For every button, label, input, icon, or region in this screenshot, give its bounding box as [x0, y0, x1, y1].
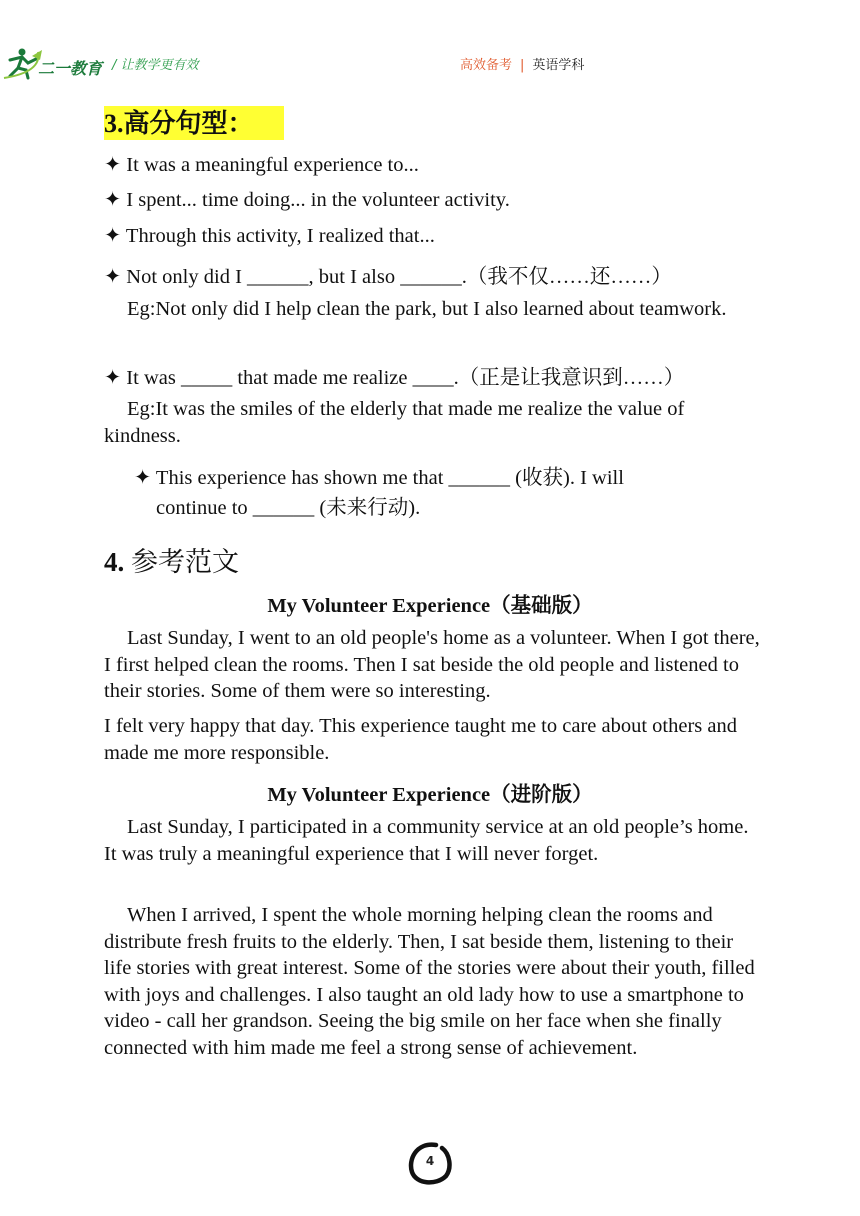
sentence-item: ✦ Through this activity, I realized that...	[104, 225, 435, 247]
sentence-item: ✦ Not only did I ______, but I also ______.（我不仅……还……）	[104, 266, 672, 288]
header-separator: |	[520, 58, 525, 73]
sentence-item: ✦ It was _____ that made me realize ____.（正是让我意识到……）	[104, 367, 685, 389]
header-subject-name: 英语学科	[532, 58, 585, 73]
page-number	[406, 1140, 454, 1188]
essay1-paragraph: I felt very happy that day. This experience taught me to care about others and made me more responsible.	[104, 715, 737, 764]
header-slogan: / 让教学更有效	[112, 58, 199, 73]
essay2-paragraph: When I arrived, I spent the whole morning helping clean the rooms and distribute fresh fruits to the elderly. Then, I sat beside them, listening to their life stories with great interest. Some of the stories were about their youth, filled with joys and challenges. I also taught an old lady how to use a smartphone to video - call her grandson. Seeing the big smile on her face when she finally connected with him made me feel a strong sense of achievement.	[104, 904, 755, 1059]
section4-number: 4.	[104, 547, 125, 577]
page-number-text: 4	[425, 1154, 435, 1168]
section3-heading: 3.高分句型：	[104, 106, 284, 140]
example-sentence: Eg:It was the smiles of the elderly that made me realize the value of kindness.	[104, 398, 685, 447]
sentence-item: ✦ This experience has shown me that ______ (收获). I will	[134, 467, 624, 489]
slogan-text: 让教学更有效	[120, 58, 199, 73]
page-header	[0, 0, 860, 90]
logo-text: 二一教育	[38, 59, 103, 78]
sentence-item: ✦ It was a meaningful experience to...	[104, 154, 419, 176]
essay2-paragraph: Last Sunday, I participated in a community service at an old people’s home. It was truly a meaningful experience that I will never forget.	[104, 816, 749, 865]
essay2-title: My Volunteer Experience（进阶版）	[267, 784, 593, 806]
section4-title: 参考范文	[131, 547, 239, 577]
section4-heading	[104, 540, 239, 579]
header-tag: 高效备考	[460, 58, 513, 73]
sentence-item-continued: continue to ______ (未来行动).	[156, 497, 421, 519]
example-sentence: Eg:Not only did I help clean the park, but I also learned about teamwork.	[127, 298, 727, 320]
header-subject	[460, 54, 584, 73]
sentence-item: ✦ I spent... time doing... in the volunteer activity.	[104, 189, 510, 211]
essay1-paragraph: Last Sunday, I went to an old people's home as a volunteer. When I got there, I first helped clean the rooms. Then I sat beside the old people and listened to their stories. Some of them were so interesting.	[104, 627, 760, 702]
essay1-title: My Volunteer Experience（基础版）	[267, 595, 593, 617]
